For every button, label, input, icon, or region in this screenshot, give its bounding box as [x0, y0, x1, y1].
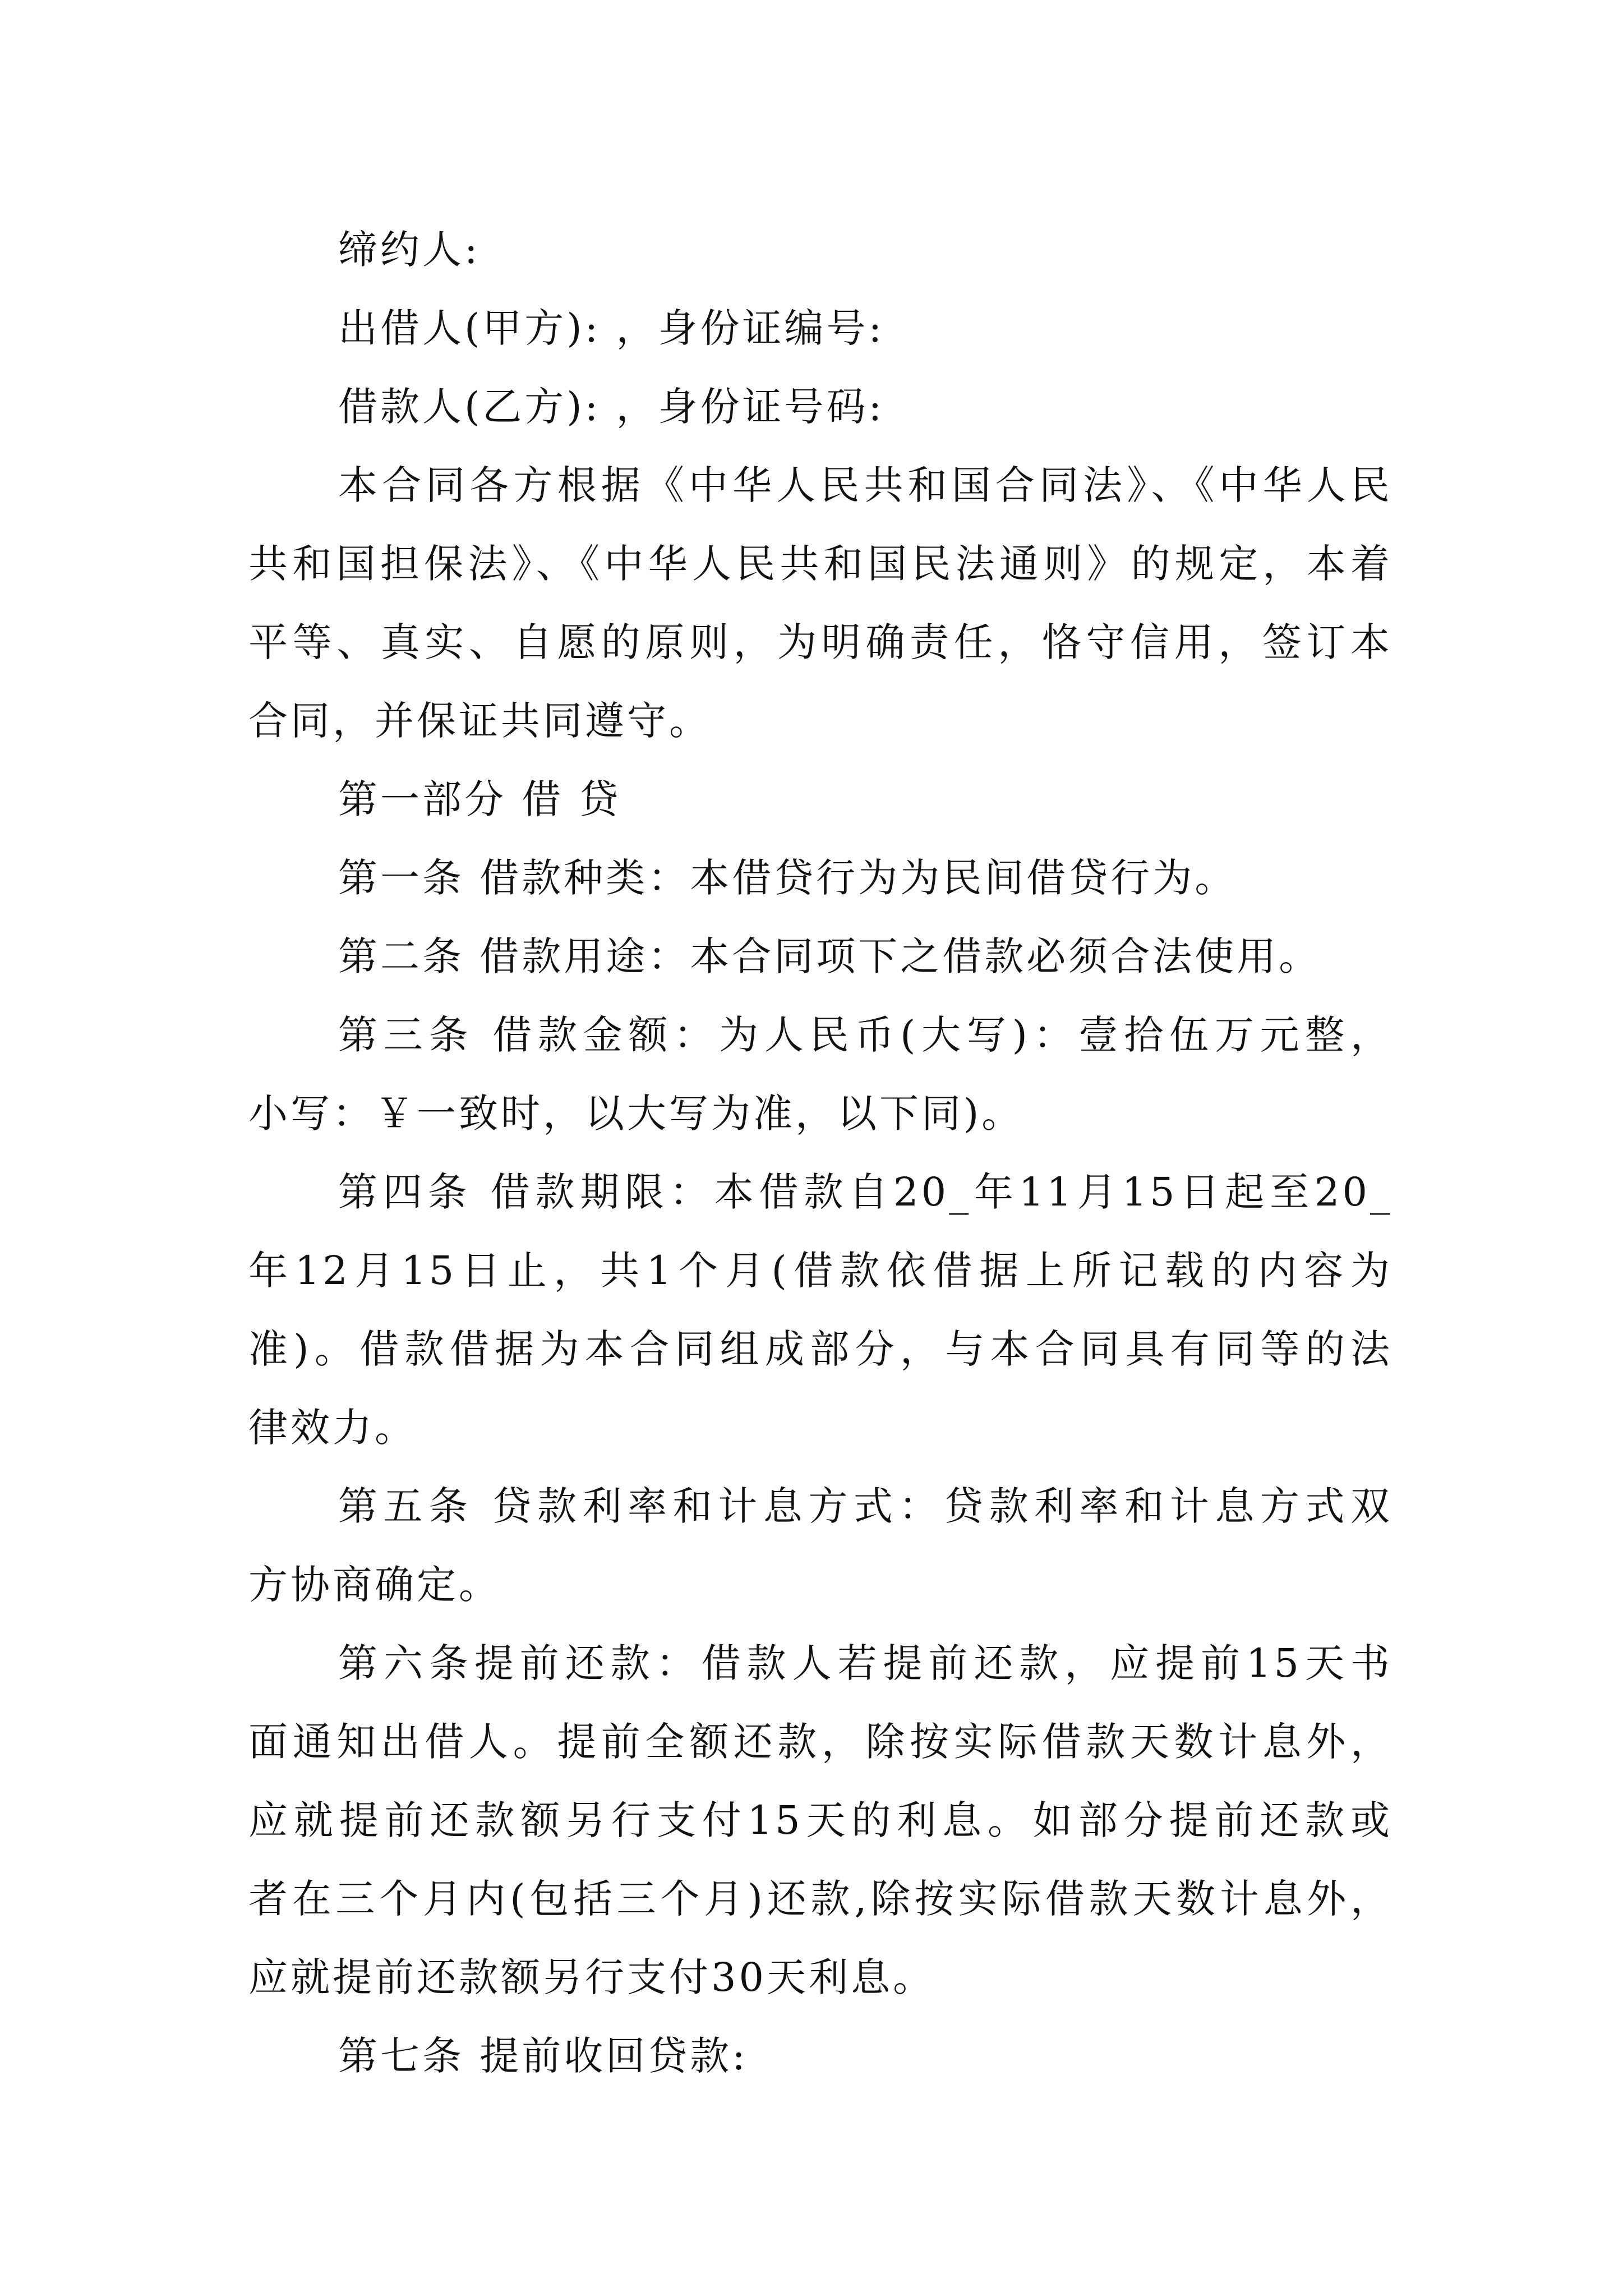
article-7-heading: 第七条 提前收回贷款:	[338, 2033, 748, 2079]
preamble-line-4: 合同，并保证共同遵守。	[248, 698, 711, 744]
article-4-line-1: 第四条 借款期限：本借款自20_年11月15日起至20_	[338, 1169, 1393, 1215]
preamble-line-3: 平等、真实、自愿的原则，为明确责任，恪守信用，签订本	[248, 619, 1393, 665]
article-5-line-1: 第五条 贷款利率和计息方式：贷款利率和计息方式双	[338, 1483, 1393, 1529]
article-3-line-2: 小写：￥一致时，以大写为准，以下同)。	[248, 1091, 1024, 1137]
article-6-line-5: 应就提前还款额另行支付30天利息。	[248, 1954, 935, 2000]
article-2: 第二条 借款用途：本合同项下之借款必须合法使用。	[338, 933, 1321, 979]
document-body	[248, 210, 1393, 2095]
article-4-line-4: 律效力。	[248, 1405, 417, 1451]
article-6-line-3: 应就提前还款额另行支付15天的利息。如部分提前还款或	[248, 1797, 1393, 1843]
preamble-line-1: 本合同各方根据《中华人民共和国合同法》、《中华人民	[338, 462, 1393, 508]
article-4-line-3: 准)。借款借据为本合同组成部分，与本合同具有同等的法	[248, 1326, 1393, 1372]
article-6-line-1: 第六条提前还款：借款人若提前还款，应提前15天书	[338, 1640, 1393, 1686]
article-6-line-4: 者在三个月内(包括三个月)还款,除按实际借款天数计息外，	[248, 1876, 1393, 1922]
lender-line: 出借人(甲方): ，身份证编号:	[338, 305, 885, 351]
preamble-line-2: 共和国担保法》、《中华人民共和国民法通则》的规定，本着	[248, 541, 1393, 587]
article-4-line-2: 年12月15日止，共1个月(借款依借据上所记载的内容为	[248, 1248, 1393, 1294]
parties-heading: 缔约人:	[338, 227, 481, 273]
article-5-line-2: 方协商确定。	[248, 1562, 501, 1608]
article-3-line-1: 第三条 借款金额：为人民币(大写)：壹拾伍万元整，	[338, 1012, 1393, 1058]
article-1: 第一条 借款种类：本借贷行为为民间借贷行为。	[338, 855, 1237, 901]
part-one-heading: 第一部分 借 贷	[338, 776, 621, 822]
article-6-line-2: 面通知出借人。提前全额还款，除按实际借款天数计息外，	[248, 1719, 1393, 1765]
borrower-line: 借款人(乙方): ，身份证号码:	[338, 384, 885, 430]
